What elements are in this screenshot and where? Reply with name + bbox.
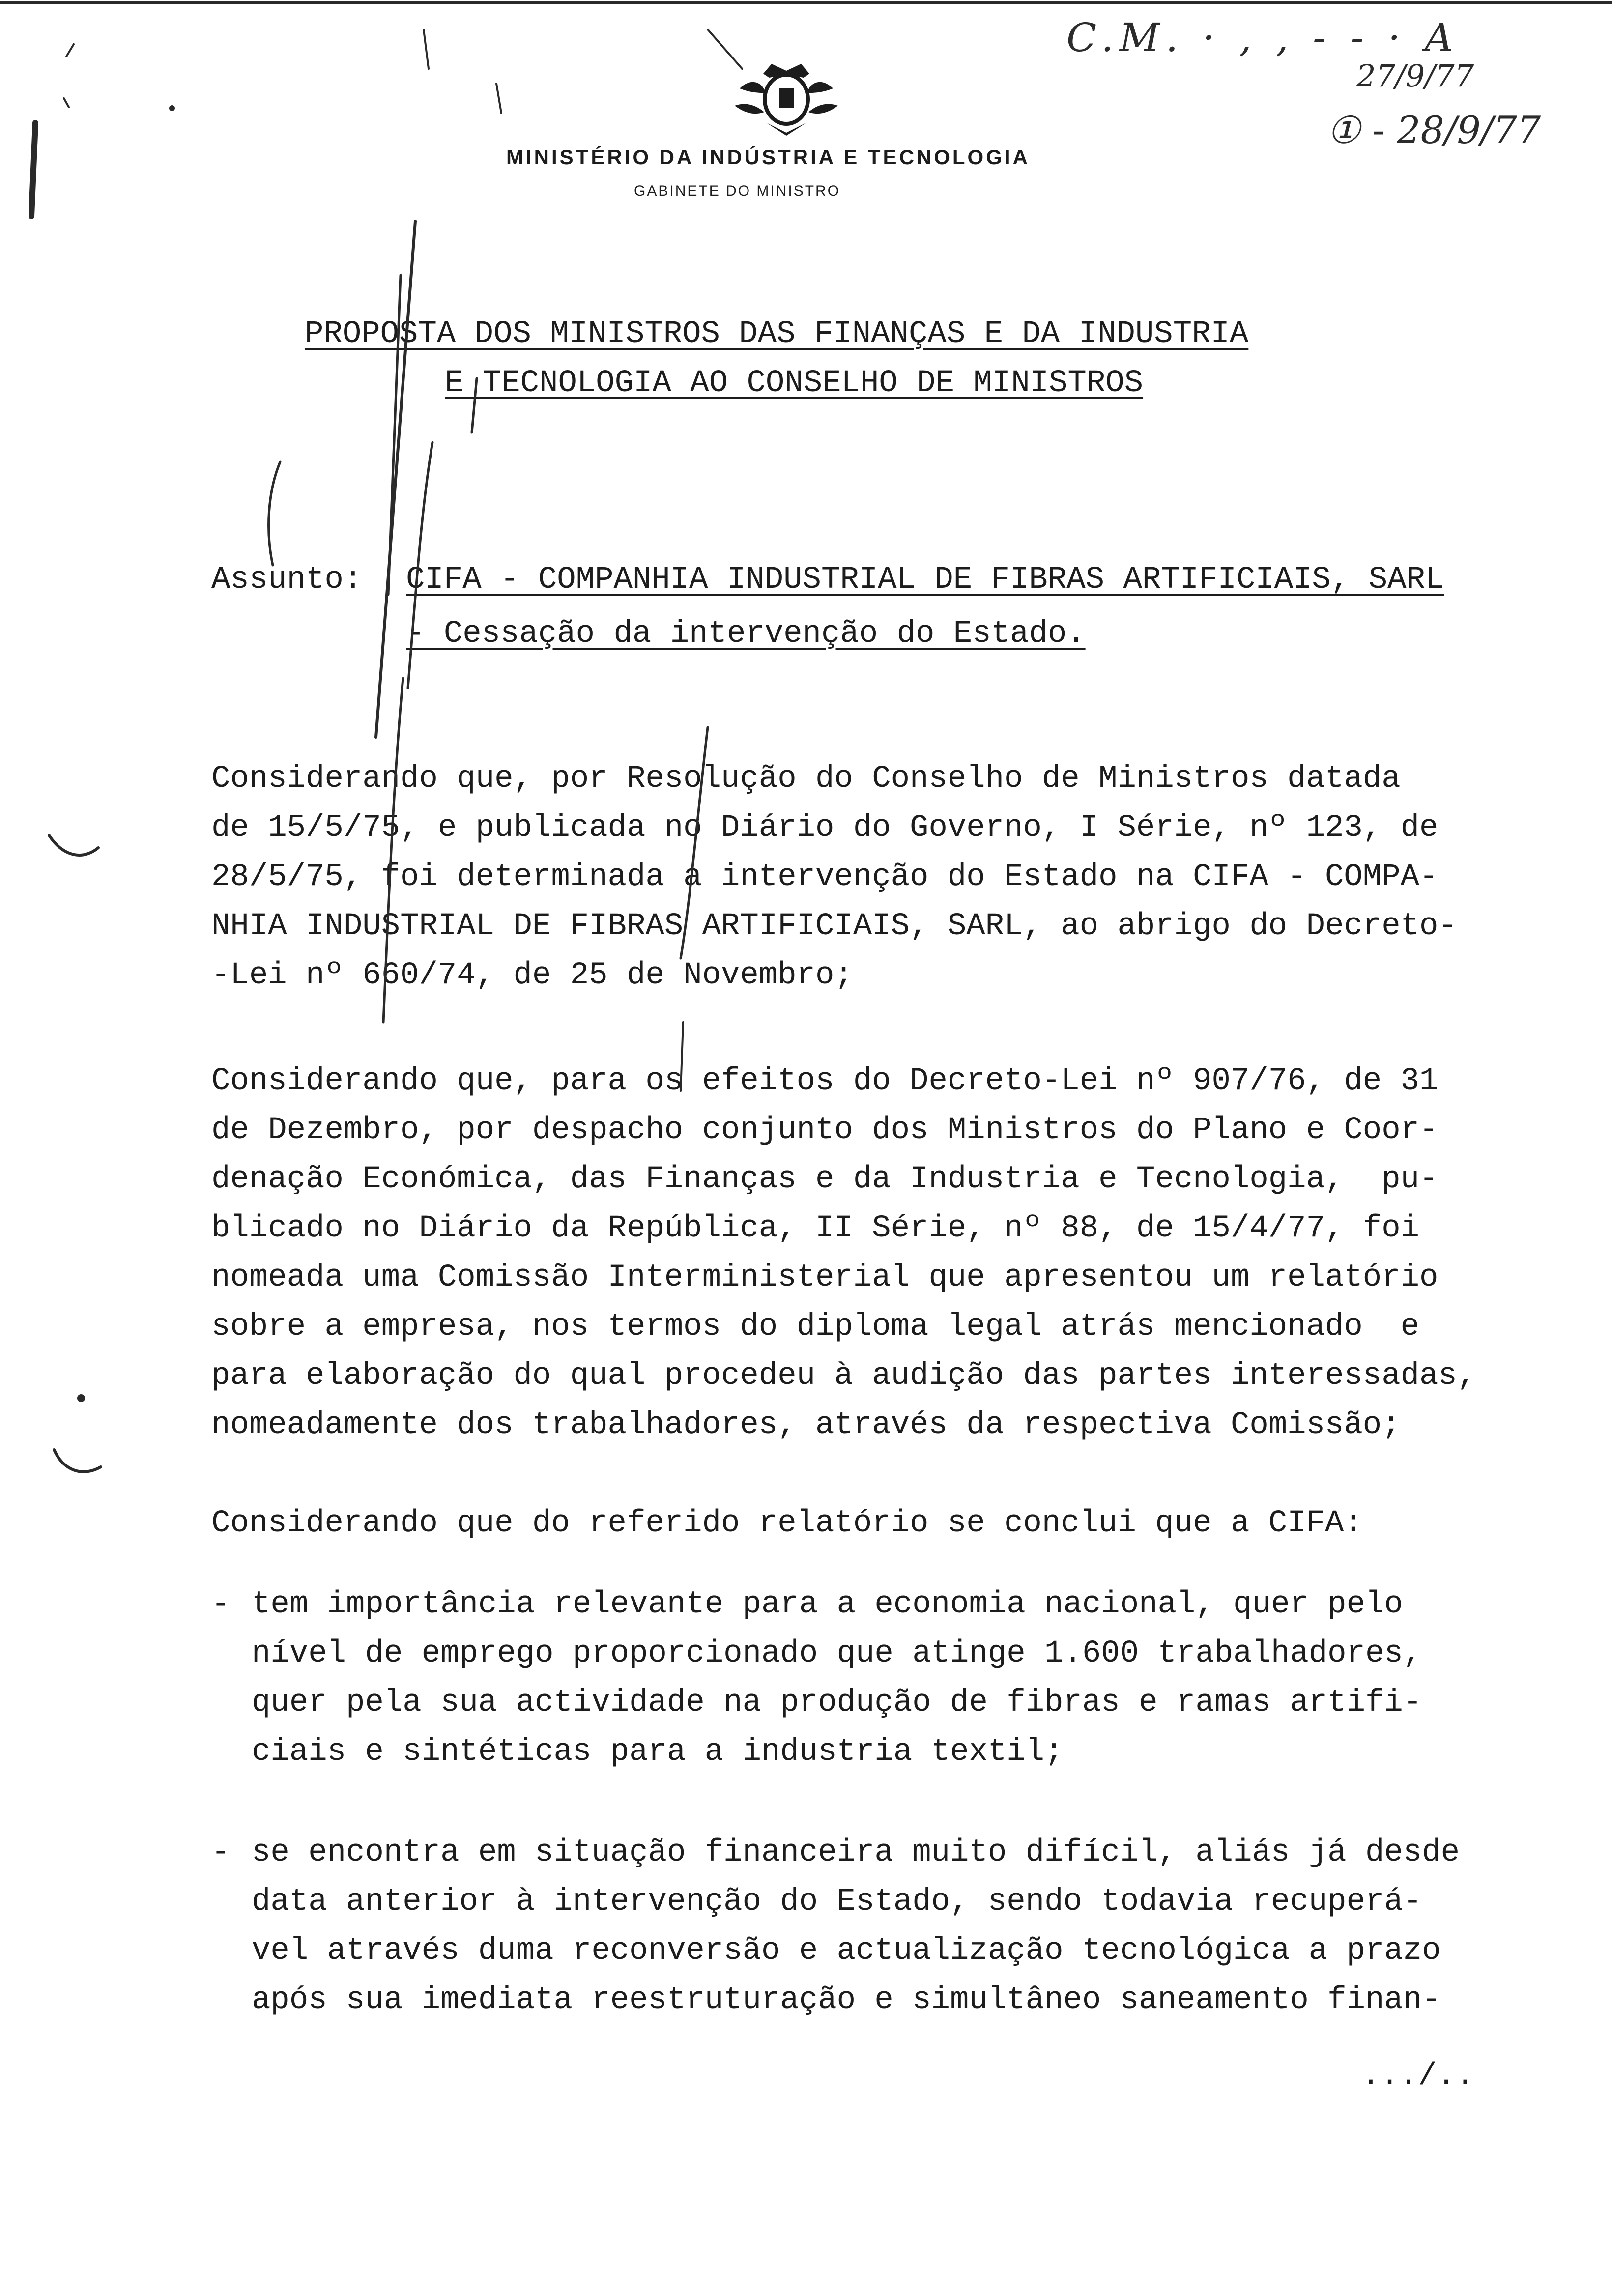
- list-item-text: se encontra em situação financeira muito difícil, aliás já desde data anterior à intervenção do Estado, sendo todavia recuperá- vel através duma reconversão e actualização tecnológica a prazo após sua imediata reestruturação e simultâneo saneamento finan-: [252, 1835, 1460, 2018]
- paragraph-conclusion-intro: Considerando que do referido relatório se conclui que a CIFA:: [211, 1506, 1363, 1541]
- list-item-text: tem importância relevante para a economia nacional, quer pelo nível de emprego proporcionado que atinge 1.600 trabalhadores, quer pela sua actividade na produção de fibras e ramas artifi- ciais e sintéticas para a industria textil;: [252, 1587, 1422, 1770]
- subject-line-1: CIFA - COMPANHIA INDUSTRIAL DE FIBRAS ARTIFICIAIS, SARL: [406, 562, 1444, 598]
- list-dash: -: [211, 1835, 230, 1870]
- paragraph-commission: Considerando que, para os efeitos do Decreto-Lei nº 907/76, de 31 de Dezembro, por despacho conjunto dos Ministros do Plano e Coor- denação Económica, das Finanças e da Industria e Tecnologia, pu- blicado no Diário da República, II Série, nº 88, de 15/4/77, foi nomeada uma Comissão Interministerial que apresentou um relatório sobre a empresa, nos termos do diploma legal atrás mencionado e para elaboração do qual procedeu à audição das partes interessadas, nomeadamente dos trabalhadores, através da respectiva Comissão;: [211, 1063, 1476, 1443]
- continuation-marker: .../..: [1361, 2059, 1475, 2094]
- list-dash: -: [211, 1587, 230, 1622]
- subject-label: Assunto:: [211, 562, 363, 598]
- cabinet-subheader: GABINETE DO MINISTRO: [634, 183, 841, 199]
- document-title-line-1: PROPOSTA DOS MINISTROS DAS FINANÇAS E DA INDUSTRIA: [305, 316, 1249, 352]
- handwritten-note-top: C.M. · , , - - · A: [1066, 15, 1459, 60]
- paragraph-intervention: Considerando que, por Resolução do Conselho de Ministros datada de 15/5/75, e publicada no Diário do Governo, I Série, nº 123, de 28/5/75, foi determinada a intervenção do Estado na CIFA - COMPA- NHIA INDUSTRIAL DE FIBRAS ARTIFICIAIS, SARL, ao abrigo do Decreto- -Lei nº 660/74, de 25 de Novembro;: [211, 761, 1457, 993]
- handwritten-date-1: 27/9/77: [1356, 58, 1474, 94]
- subject-line-2: - Cessação da intervenção do Estado.: [406, 616, 1086, 652]
- coat-of-arms-emblem: [725, 54, 848, 138]
- handwritten-date-2: ① - 28/9/77: [1327, 108, 1541, 152]
- document-title-line-2: E TECNOLOGIA AO CONSELHO DE MINISTROS: [445, 366, 1144, 401]
- ministry-header: MINISTÉRIO DA INDÚSTRIA E TECNOLOGIA: [506, 145, 1030, 169]
